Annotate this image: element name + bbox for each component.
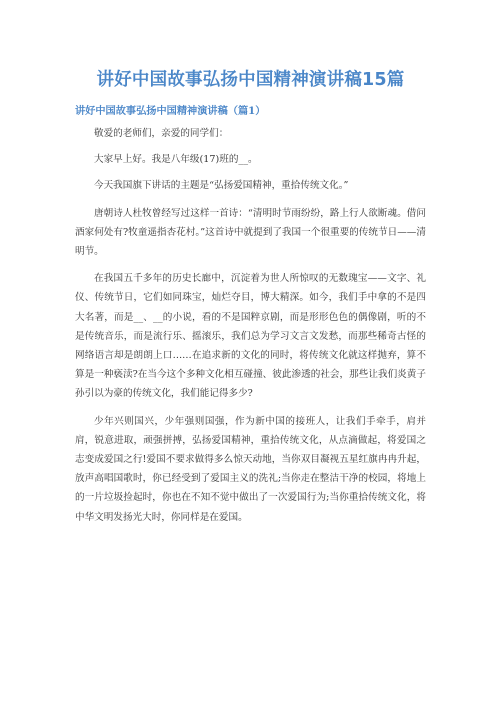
paragraph-youth: 少年兴则国兴，少年强则国强，作为新中国的接班人，让我们手牵手，肩并肩，锐意进取，顽强拼搏，弘扬爱国精神，重拾传统文化，从点滴做起，将爱国之志变成爱国之行!爱国不要求做得多么惊天动地，当你双目凝视五星红旗冉冉升起，放声高唱国歌时，你已经受到了爱国主义的洗礼;当你走在整洁干净的校园，将地上的一片垃圾捡起时，你也在不知不觉中做出了一次爱国行为;当你重拾传统文化，将中华文明发扬光大时，你同样是在爱国。 bbox=[75, 415, 426, 523]
paragraph-salutation: 敬爱的老师们，亲爱的同学们： bbox=[94, 128, 229, 139]
paragraph-tradition: 在我国五千多年的历史长廊中，沉淀着为世人所惊叹的无数瑰宝——文字、礼仪、传统节日，它们如同珠宝，灿烂夺目，博大精深。如今，我们手中拿的不是四大名著，而是__、__的小说，看的不是国粹京剧，而是形形色色的偶像剧，听的不是传统音乐，而是流行乐、摇滚乐，我们总为学习文言文发愁，而那些稀奇古怪的网络语言却是朗朗上口……在追求新的文化的同时，将传统文化就这样抛弃，算不算是一种亵渎?在当今这个多种文化相互碰撞、彼此渗透的社会，那些让我们炎黄子孙引以为豪的传统文化，我们能记得多少? bbox=[75, 273, 426, 400]
section-title: 讲好中国故事弘扬中国精神演讲稿（篇1） bbox=[75, 105, 266, 117]
document-title: 讲好中国故事弘扬中国精神演讲稿15篇 bbox=[96, 70, 405, 90]
paragraph-greeting: 大家早上好。我是八年级(17)班的__。 bbox=[94, 154, 258, 166]
paragraph-topic: 今天我国旗下讲话的主题是“弘扬爱国精神，重拾传统文化。” bbox=[94, 180, 349, 192]
paragraph-poem: 唐朝诗人杜牧曾经写过这样一首诗：“清明时节雨纷纷，路上行人欲断魂。借问酒家何处有?牧童遥指杏花村。”这首诗中就提到了我国一个很重要的传统节日——清明节。 bbox=[75, 207, 426, 258]
